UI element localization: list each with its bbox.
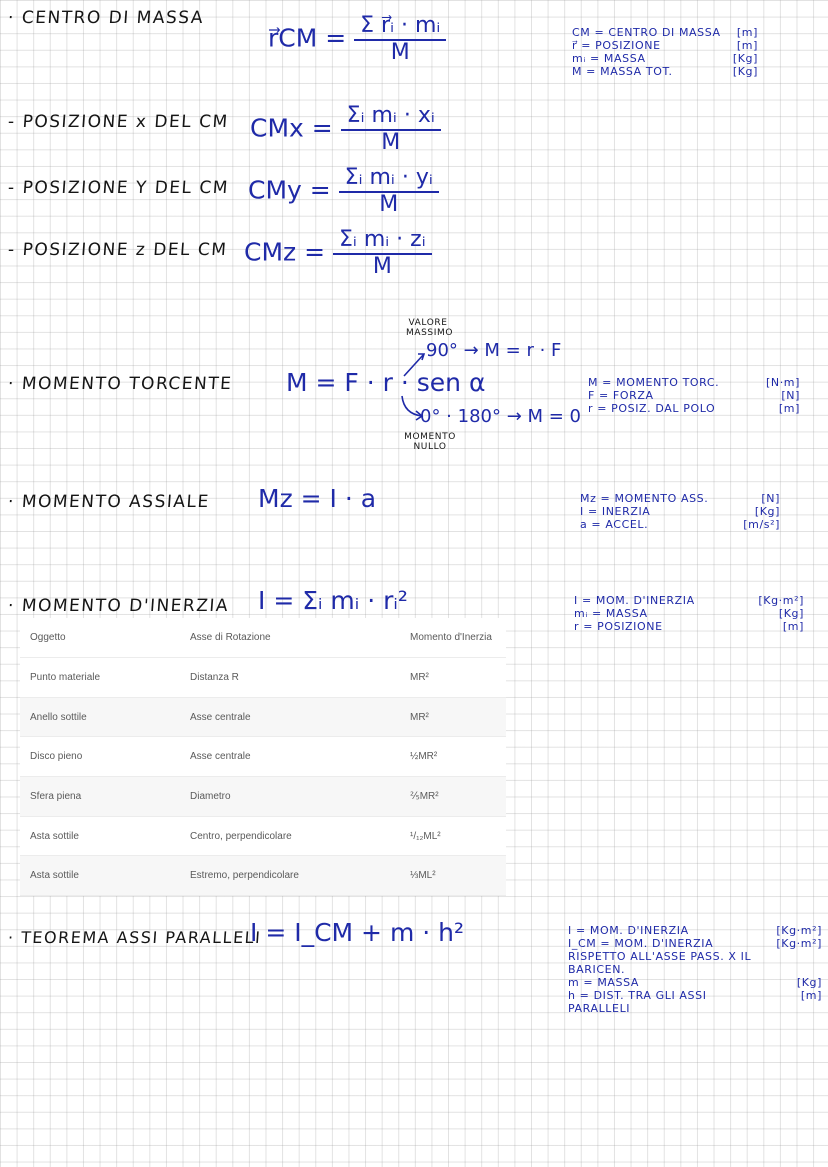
table-cell: Diametro (180, 777, 400, 817)
table-cell: ⅓ML² (400, 856, 506, 896)
formula-cm-lhs: r⃗CM = (268, 23, 347, 53)
legend-unit: [m] (800, 989, 822, 1002)
table-cell: MR² (400, 658, 506, 698)
legend-row (568, 924, 822, 937)
table-cell: Punto materiale (20, 658, 180, 698)
legend-momento-assiale (580, 492, 780, 531)
legend-unit: [Kg] (778, 607, 804, 620)
formula-cmy-fraction (339, 166, 439, 217)
section-title-momento-torcente: · MOMENTO TORCENTE (7, 374, 234, 394)
formula-cm (268, 14, 446, 65)
legend-label: F = FORZA (588, 389, 654, 402)
legend-row (580, 518, 780, 531)
table-header-cell: Momento d'Inerzia (400, 618, 506, 658)
formula-cm-denominator: M (390, 40, 410, 66)
formula-cmy-denominator: M (379, 192, 399, 218)
formula-cmz-lhs: CMz = (244, 237, 326, 267)
formula-momento-torcente: M = F · r · sen α (286, 368, 486, 397)
legend-label: m = MASSA (568, 976, 640, 989)
section-title-centro-massa: · CENTRO DI MASSA (7, 8, 205, 28)
legend-label: h = DIST. TRA GLI ASSI PARALLELI (568, 989, 707, 1015)
legend-unit: [N] (781, 389, 800, 402)
section-title-momento-inerzia: · MOMENTO D'INERZIA (7, 596, 230, 616)
legend-row (568, 989, 822, 1015)
legend-label: I_CM = MOM. D'INERZIA RISPETTO ALL'ASSE PASS. X IL BARICEN. (568, 937, 752, 976)
legend-label: Mz = MOMENTO ASS. (580, 492, 709, 505)
table-row (20, 856, 506, 896)
table-row (20, 816, 506, 856)
legend-momento-inerzia (574, 594, 804, 633)
table-row (20, 658, 506, 698)
section-title-posizione-x: - POSIZIONE x DEL CM (7, 112, 230, 132)
note-valore-massimo: VALORE MASSIMO (406, 318, 454, 338)
legend-unit: [m] (736, 26, 758, 39)
formula-cmx (250, 104, 441, 155)
table-cell: ¹/₁₂ML² (400, 816, 506, 856)
formula-cmx-numerator: Σᵢ mᵢ · xᵢ (341, 104, 441, 131)
legend-unit: [Kg] (732, 65, 758, 78)
legend-label: CM = CENTRO DI MASSA (572, 26, 721, 39)
table-cell: MR² (400, 697, 506, 737)
legend-label: r = POSIZIONE (574, 620, 663, 633)
legend-unit: [N·m] (765, 376, 800, 389)
section-title-momento-assiale: · MOMENTO ASSIALE (7, 492, 211, 512)
table-cell: Anello sottile (20, 697, 180, 737)
legend-label: mᵢ = MASSA (572, 52, 646, 65)
formula-cm-fraction (354, 14, 446, 65)
table-cell: Distanza R (180, 658, 400, 698)
legend-label: I = MOM. D'INERZIA (568, 924, 689, 937)
legend-unit: [m] (778, 402, 800, 415)
legend-unit: [Kg] (796, 976, 822, 989)
legend-row (588, 389, 800, 402)
legend-row (580, 505, 780, 518)
table-cell: Sfera piena (20, 777, 180, 817)
table-header-cell: Oggetto (20, 618, 180, 658)
table-cell: Asse centrale (180, 697, 400, 737)
table-cell: ½MR² (400, 737, 506, 777)
legend-row (572, 65, 758, 78)
legend-row (572, 52, 758, 65)
legend-row (588, 376, 800, 389)
note-momento-nullo: MOMENTO NULLO (404, 432, 456, 452)
legend-label: mᵢ = MASSA (574, 607, 648, 620)
legend-unit: [Kg] (732, 52, 758, 65)
legend-label: M = MASSA TOT. (572, 65, 673, 78)
branch-up-formula: 90° → M = r · F (426, 340, 562, 361)
legend-label: I = INERZIA (580, 505, 651, 518)
legend-unit: [Kg] (754, 505, 780, 518)
table-cell: Asta sottile (20, 856, 180, 896)
legend-unit: [m/s²] (743, 518, 780, 531)
legend-centro-massa (572, 26, 758, 78)
legend-label: I = MOM. D'INERZIA (574, 594, 695, 607)
branch-down-formula: 0° · 180° → M = 0 (420, 406, 582, 427)
legend-row (574, 620, 804, 633)
table-header-row (20, 618, 506, 658)
table-row (20, 737, 506, 777)
legend-momento-torcente (588, 376, 800, 415)
legend-row (568, 937, 822, 976)
legend-label: r⃗ = POSIZIONE (572, 39, 661, 52)
table-row (20, 777, 506, 817)
formula-cmx-lhs: CMx = (250, 113, 333, 143)
table-cell: Asta sottile (20, 816, 180, 856)
formula-assi-paralleli: I = I_CM + m · h² (250, 918, 465, 947)
table-cell: Disco pieno (20, 737, 180, 777)
legend-assi-paralleli (568, 924, 822, 1015)
legend-row (572, 39, 758, 52)
formula-cmx-fraction (341, 104, 441, 155)
formula-cmz (244, 228, 432, 279)
table-header-cell: Asse di Rotazione (180, 618, 400, 658)
legend-row (568, 976, 822, 989)
legend-row (588, 402, 800, 415)
legend-unit: [Kg·m²] (776, 924, 822, 937)
table-cell: Asse centrale (180, 737, 400, 777)
legend-unit: [m] (736, 39, 758, 52)
table-row (20, 697, 506, 737)
legend-unit: [N] (761, 492, 780, 505)
legend-row (572, 26, 758, 39)
branch-arrows-icon (400, 344, 430, 424)
inertia-table (20, 618, 506, 896)
formula-cmx-denominator: M (381, 130, 401, 156)
formula-cm-numerator: Σ r⃗ᵢ · mᵢ (354, 14, 446, 41)
legend-unit: [m] (782, 620, 804, 633)
formula-momento-assiale: Mz = I · a (258, 484, 377, 513)
table-cell: Centro, perpendicolare (180, 816, 400, 856)
formula-cmz-fraction (333, 228, 432, 279)
formula-cmz-numerator: Σᵢ mᵢ · zᵢ (333, 228, 432, 255)
legend-label: r = POSIZ. DAL POLO (588, 402, 716, 415)
legend-unit: [Kg·m²] (758, 594, 804, 607)
legend-row (574, 594, 804, 607)
section-title-posizione-z: - POSIZIONE z DEL CM (7, 240, 229, 260)
legend-unit: [Kg·m²] (776, 937, 822, 950)
legend-row (574, 607, 804, 620)
section-title-assi-paralleli: · TEOREMA ASSI PARALLELI (7, 928, 262, 947)
legend-label: a = ACCEL. (580, 518, 649, 531)
table-cell: ⅖MR² (400, 777, 506, 817)
legend-label: M = MOMENTO TORC. (588, 376, 720, 389)
formula-cmy-lhs: CMy = (248, 175, 331, 205)
formula-cmy-numerator: Σᵢ mᵢ · yᵢ (339, 166, 439, 193)
legend-row (580, 492, 780, 505)
table-cell: Estremo, perpendicolare (180, 856, 400, 896)
formula-cmy (248, 166, 439, 217)
section-title-posizione-y: - POSIZIONE Y DEL CM (7, 178, 230, 198)
formula-cmz-denominator: M (372, 254, 392, 280)
formula-momento-inerzia: I = Σᵢ mᵢ · rᵢ² (258, 586, 408, 615)
